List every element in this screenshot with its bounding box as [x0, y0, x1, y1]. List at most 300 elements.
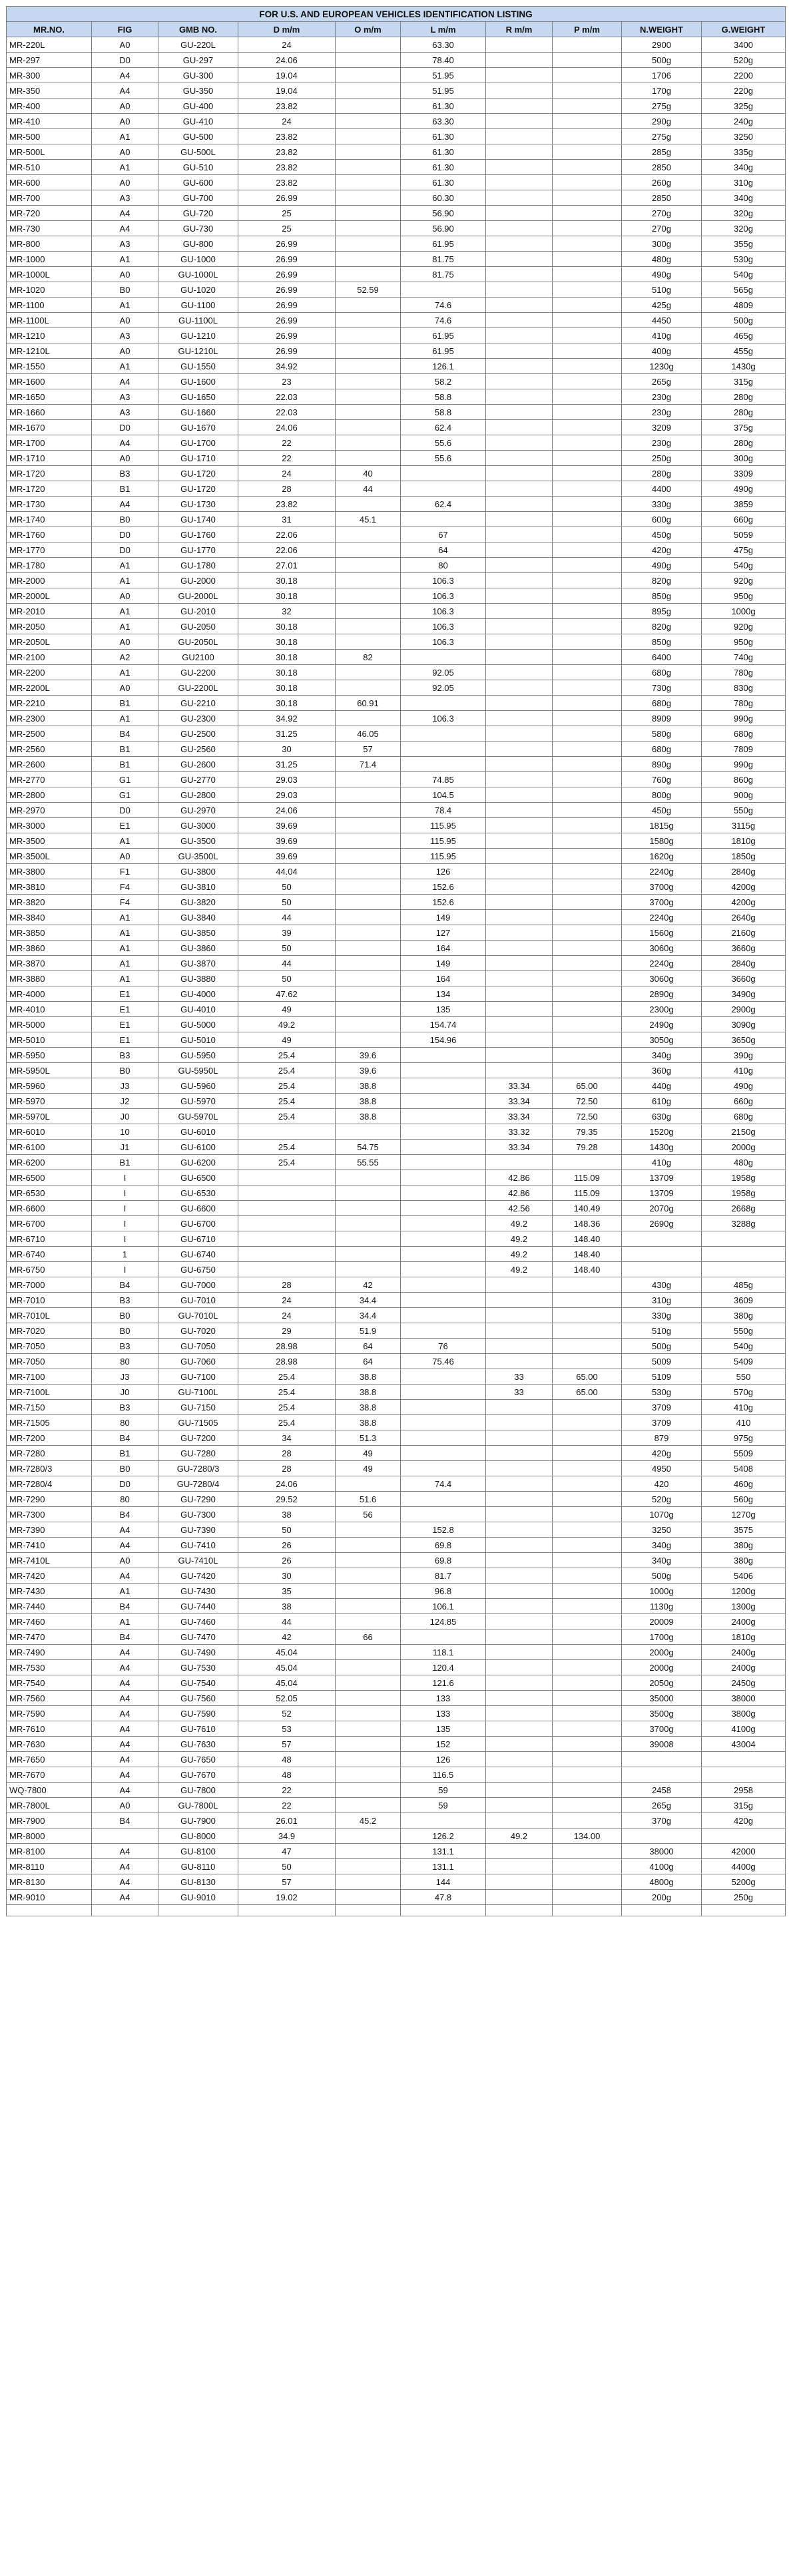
p-cell [553, 956, 622, 971]
gmb-no-cell: GU-3840 [158, 910, 238, 925]
p-cell: 140.49 [553, 1201, 622, 1216]
n-weight-cell: 430g [622, 1277, 702, 1293]
n-weight-cell: 425g [622, 298, 702, 313]
n-weight-cell: 490g [622, 558, 702, 573]
l-cell [401, 1247, 486, 1262]
gmb-no-cell: GU-5970 [158, 1094, 238, 1109]
g-weight-cell: 300g [702, 451, 786, 466]
g-weight-cell: 1000g [702, 604, 786, 619]
o-cell [336, 956, 401, 971]
fig-cell: A1 [92, 619, 158, 634]
n-weight-cell: 450g [622, 803, 702, 818]
fig-cell: E1 [92, 818, 158, 833]
r-cell [486, 696, 553, 711]
p-cell [553, 37, 622, 53]
l-cell: 92.05 [401, 665, 486, 680]
column-header-r: R m/m [486, 22, 553, 37]
d-cell: 34.92 [238, 359, 336, 374]
d-cell: 24 [238, 466, 336, 481]
mr-no-cell: MR-7470 [7, 1629, 92, 1645]
g-weight-cell: 740g [702, 650, 786, 665]
fig-cell: 10 [92, 1124, 158, 1140]
gmb-no-cell: GU-5010 [158, 1032, 238, 1048]
p-cell [553, 144, 622, 160]
fig-cell: A0 [92, 267, 158, 282]
p-cell [553, 680, 622, 696]
o-cell: 39.6 [336, 1063, 401, 1078]
p-cell [553, 849, 622, 864]
n-weight-cell: 1070g [622, 1507, 702, 1522]
o-cell [336, 1216, 401, 1231]
p-cell [553, 1859, 622, 1874]
mr-no-cell: MR-6010 [7, 1124, 92, 1140]
gmb-no-cell: GU-7100L [158, 1385, 238, 1400]
fig-cell: B4 [92, 1507, 158, 1522]
fig-cell: A4 [92, 374, 158, 389]
p-cell [553, 389, 622, 405]
gmb-no-cell: GU-5950 [158, 1048, 238, 1063]
n-weight-cell: 2690g [622, 1216, 702, 1231]
g-weight-cell: 920g [702, 619, 786, 634]
l-cell: 60.30 [401, 190, 486, 206]
n-weight-cell: 1560g [622, 925, 702, 941]
p-cell [553, 206, 622, 221]
r-cell [486, 1890, 553, 1905]
mr-no-cell: MR-2000 [7, 573, 92, 588]
d-cell: 26.99 [238, 282, 336, 298]
table-row [7, 895, 786, 910]
table-row [7, 986, 786, 1002]
n-weight-cell: 4450 [622, 313, 702, 328]
mr-no-cell: MR-1700 [7, 435, 92, 451]
l-cell [401, 726, 486, 742]
o-cell [336, 1538, 401, 1553]
n-weight-cell: 4100g [622, 1859, 702, 1874]
p-cell [553, 1599, 622, 1614]
r-cell [486, 849, 553, 864]
o-cell [336, 1568, 401, 1584]
table-title: FOR U.S. AND EUROPEAN VEHICLES IDENTIFICATION LISTING [7, 7, 786, 22]
l-cell: 164 [401, 941, 486, 956]
d-cell: 28.98 [238, 1354, 336, 1369]
o-cell: 46.05 [336, 726, 401, 742]
r-cell [486, 160, 553, 175]
fig-cell: A0 [92, 313, 158, 328]
d-cell: 31.25 [238, 726, 336, 742]
fig-cell: A1 [92, 833, 158, 849]
table-row [7, 1492, 786, 1507]
gmb-no-cell: GU-7470 [158, 1629, 238, 1645]
g-weight-cell: 565g [702, 282, 786, 298]
gmb-no-cell: GU-6500 [158, 1170, 238, 1185]
mr-no-cell: MR-7000 [7, 1277, 92, 1293]
r-cell [486, 818, 553, 833]
p-cell: 72.50 [553, 1094, 622, 1109]
mr-no-cell: MR-730 [7, 221, 92, 236]
mr-no-cell: MR-7280/4 [7, 1476, 92, 1492]
l-cell: 74.6 [401, 298, 486, 313]
p-cell [553, 527, 622, 542]
p-cell [553, 1446, 622, 1461]
table-row [7, 1522, 786, 1538]
r-cell [486, 1507, 553, 1522]
d-cell: 25.4 [238, 1094, 336, 1109]
p-cell [553, 1721, 622, 1737]
l-cell: 118.1 [401, 1645, 486, 1660]
o-cell [336, 1599, 401, 1614]
d-cell: 26.99 [238, 313, 336, 328]
o-cell: 51.6 [336, 1492, 401, 1507]
mr-no-cell: MR-1600 [7, 374, 92, 389]
column-header-fig: FIG [92, 22, 158, 37]
d-cell [238, 1231, 336, 1247]
n-weight-cell: 820g [622, 573, 702, 588]
n-weight-cell: 2240g [622, 956, 702, 971]
g-weight-cell: 320g [702, 221, 786, 236]
mr-no-cell: MR-2100 [7, 650, 92, 665]
d-cell: 22 [238, 1783, 336, 1798]
gmb-no-cell: GU-6100 [158, 1140, 238, 1155]
gmb-no-cell: GU2100 [158, 650, 238, 665]
o-cell [336, 1017, 401, 1032]
gmb-no-cell: GU-510 [158, 160, 238, 175]
o-cell [336, 53, 401, 68]
r-cell [486, 1691, 553, 1706]
l-cell: 58.8 [401, 389, 486, 405]
l-cell: 92.05 [401, 680, 486, 696]
mr-no-cell: MR-7800L [7, 1798, 92, 1813]
column-header-mr-no: MR.NO. [7, 22, 92, 37]
p-cell [553, 619, 622, 634]
o-cell [336, 558, 401, 573]
n-weight-cell [622, 1262, 702, 1277]
o-cell [336, 206, 401, 221]
g-weight-cell: 280g [702, 389, 786, 405]
g-weight-cell: 2400g [702, 1660, 786, 1675]
l-cell [401, 481, 486, 497]
fig-cell: B0 [92, 1063, 158, 1078]
o-cell [336, 879, 401, 895]
n-weight-cell: 5009 [622, 1354, 702, 1369]
mr-no-cell: MR-1720 [7, 466, 92, 481]
mr-no-cell: MR-5960 [7, 1078, 92, 1094]
g-weight-cell: 480g [702, 1155, 786, 1170]
fig-cell: A0 [92, 588, 158, 604]
d-cell: 31 [238, 512, 336, 527]
empty-cell [553, 1905, 622, 1916]
d-cell: 52.05 [238, 1691, 336, 1706]
gmb-no-cell: GU-7010 [158, 1293, 238, 1308]
gmb-no-cell: GU-300 [158, 68, 238, 83]
r-cell: 42.86 [486, 1170, 553, 1185]
r-cell [486, 420, 553, 435]
table-header [7, 7, 786, 37]
n-weight-cell: 1620g [622, 849, 702, 864]
g-weight-cell: 340g [702, 190, 786, 206]
fig-cell: B3 [92, 466, 158, 481]
d-cell: 29.52 [238, 1492, 336, 1507]
d-cell: 49.2 [238, 1017, 336, 1032]
l-cell: 154.74 [401, 1017, 486, 1032]
mr-no-cell: MR-1210 [7, 328, 92, 343]
l-cell: 131.1 [401, 1859, 486, 1874]
p-cell [553, 481, 622, 497]
r-cell [486, 1308, 553, 1323]
l-cell [401, 1400, 486, 1415]
g-weight-cell: 920g [702, 573, 786, 588]
d-cell: 28 [238, 1277, 336, 1293]
d-cell: 49 [238, 1002, 336, 1017]
r-cell [486, 1645, 553, 1660]
o-cell [336, 1262, 401, 1277]
gmb-no-cell: GU-2050 [158, 619, 238, 634]
column-header-d: D m/m [238, 22, 336, 37]
l-cell: 106.3 [401, 711, 486, 726]
fig-cell: I [92, 1262, 158, 1277]
p-cell [553, 1584, 622, 1599]
g-weight-cell: 2400g [702, 1645, 786, 1660]
d-cell: 26 [238, 1538, 336, 1553]
mr-no-cell: MR-7100L [7, 1385, 92, 1400]
o-cell [336, 1584, 401, 1599]
gmb-no-cell: GU-700 [158, 190, 238, 206]
mr-no-cell: MR-2010 [7, 604, 92, 619]
l-cell: 154.96 [401, 1032, 486, 1048]
table-row [7, 1032, 786, 1048]
p-cell [553, 833, 622, 849]
n-weight-cell: 450g [622, 527, 702, 542]
r-cell [486, 895, 553, 910]
mr-no-cell: MR-2200 [7, 665, 92, 680]
d-cell: 48 [238, 1752, 336, 1767]
mr-no-cell: MR-1550 [7, 359, 92, 374]
r-cell [486, 1614, 553, 1629]
fig-cell: A4 [92, 497, 158, 512]
table-row [7, 190, 786, 206]
n-weight-cell: 360g [622, 1063, 702, 1078]
o-cell [336, 1828, 401, 1844]
o-cell: 40 [336, 466, 401, 481]
gmb-no-cell: GU-5950L [158, 1063, 238, 1078]
p-cell [553, 1415, 622, 1430]
mr-no-cell: MR-7490 [7, 1645, 92, 1660]
n-weight-cell: 265g [622, 374, 702, 389]
empty-cell [401, 1905, 486, 1916]
g-weight-cell: 1958g [702, 1170, 786, 1185]
p-cell [553, 696, 622, 711]
gmb-no-cell: GU-7490 [158, 1645, 238, 1660]
o-cell [336, 1752, 401, 1767]
table-row [7, 83, 786, 99]
d-cell: 38 [238, 1599, 336, 1614]
table-row [7, 206, 786, 221]
r-cell [486, 1813, 553, 1828]
d-cell: 44.04 [238, 864, 336, 879]
n-weight-cell: 520g [622, 1492, 702, 1507]
o-cell [336, 849, 401, 864]
table-row [7, 1446, 786, 1461]
l-cell [401, 650, 486, 665]
gmb-no-cell: GU-2200 [158, 665, 238, 680]
n-weight-cell: 20009 [622, 1614, 702, 1629]
p-cell [553, 1461, 622, 1476]
o-cell [336, 864, 401, 879]
mr-no-cell: MR-2050L [7, 634, 92, 650]
n-weight-cell: 510g [622, 1323, 702, 1339]
o-cell: 42 [336, 1277, 401, 1293]
g-weight-cell: 2640g [702, 910, 786, 925]
column-header-o: O m/m [336, 22, 401, 37]
p-cell [553, 1155, 622, 1170]
r-cell [486, 175, 553, 190]
p-cell [553, 83, 622, 99]
n-weight-cell: 2900 [622, 37, 702, 53]
gmb-no-cell: GU-7630 [158, 1737, 238, 1752]
g-weight-cell: 680g [702, 726, 786, 742]
mr-no-cell: MR-5970 [7, 1094, 92, 1109]
mr-no-cell: MR-7410L [7, 1553, 92, 1568]
p-cell [553, 726, 622, 742]
title-row [7, 7, 786, 22]
p-cell [553, 1798, 622, 1813]
mr-no-cell: MR-500 [7, 129, 92, 144]
d-cell: 25 [238, 221, 336, 236]
d-cell: 30.18 [238, 665, 336, 680]
o-cell: 38.8 [336, 1094, 401, 1109]
n-weight-cell: 330g [622, 1308, 702, 1323]
l-cell [401, 1308, 486, 1323]
l-cell: 133 [401, 1706, 486, 1721]
d-cell [238, 1124, 336, 1140]
g-weight-cell: 1850g [702, 849, 786, 864]
mr-no-cell: MR-3850 [7, 925, 92, 941]
n-weight-cell: 2240g [622, 864, 702, 879]
table-row [7, 925, 786, 941]
n-weight-cell: 8909 [622, 711, 702, 726]
r-cell [486, 941, 553, 956]
n-weight-cell: 510g [622, 282, 702, 298]
p-cell [553, 68, 622, 83]
d-cell: 25.4 [238, 1400, 336, 1415]
o-cell: 49 [336, 1446, 401, 1461]
table-row [7, 588, 786, 604]
fig-cell: D0 [92, 1476, 158, 1492]
g-weight-cell: 1810g [702, 833, 786, 849]
d-cell: 28 [238, 1461, 336, 1476]
r-cell: 33.32 [486, 1124, 553, 1140]
table-row [7, 389, 786, 405]
gmb-no-cell: GU-1660 [158, 405, 238, 420]
table-row [7, 1737, 786, 1752]
d-cell: 28 [238, 481, 336, 497]
gmb-no-cell: GU-2000 [158, 573, 238, 588]
n-weight-cell: 250g [622, 451, 702, 466]
gmb-no-cell: GU-1670 [158, 420, 238, 435]
p-cell [553, 558, 622, 573]
n-weight-cell: 3700g [622, 1721, 702, 1737]
table-row [7, 864, 786, 879]
mr-no-cell: MR-71505 [7, 1415, 92, 1430]
gmb-no-cell: GU-2800 [158, 787, 238, 803]
mr-no-cell: MR-3880 [7, 971, 92, 986]
n-weight-cell: 410g [622, 1155, 702, 1170]
d-cell: 31.25 [238, 757, 336, 772]
gmb-no-cell: GU-8130 [158, 1874, 238, 1890]
n-weight-cell: 290g [622, 114, 702, 129]
gmb-no-cell: GU-2970 [158, 803, 238, 818]
o-cell [336, 1247, 401, 1262]
n-weight-cell: 275g [622, 129, 702, 144]
gmb-no-cell: GU-3800 [158, 864, 238, 879]
o-cell [336, 1859, 401, 1874]
fig-cell: A1 [92, 956, 158, 971]
g-weight-cell: 410g [702, 1063, 786, 1078]
l-cell: 81.75 [401, 252, 486, 267]
r-cell [486, 1660, 553, 1675]
n-weight-cell: 5109 [622, 1369, 702, 1385]
fig-cell: 1 [92, 1247, 158, 1262]
r-cell [486, 298, 553, 313]
mr-no-cell: MR-7530 [7, 1660, 92, 1675]
g-weight-cell [702, 1752, 786, 1767]
n-weight-cell: 275g [622, 99, 702, 114]
gmb-no-cell: GU-1550 [158, 359, 238, 374]
l-cell [401, 1155, 486, 1170]
o-cell [336, 1201, 401, 1216]
l-cell: 106.3 [401, 604, 486, 619]
d-cell: 39 [238, 925, 336, 941]
n-weight-cell: 230g [622, 405, 702, 420]
gmb-no-cell: GU-1730 [158, 497, 238, 512]
mr-no-cell: MR-6600 [7, 1201, 92, 1216]
g-weight-cell: 3609 [702, 1293, 786, 1308]
p-cell [553, 588, 622, 604]
d-cell: 23.82 [238, 160, 336, 175]
gmb-no-cell: GU-7540 [158, 1675, 238, 1691]
r-cell [486, 588, 553, 604]
empty-cell [702, 1905, 786, 1916]
table-row [7, 879, 786, 895]
o-cell [336, 129, 401, 144]
o-cell [336, 175, 401, 190]
r-cell [486, 1599, 553, 1614]
table-row [7, 742, 786, 757]
l-cell: 61.30 [401, 160, 486, 175]
g-weight-cell: 950g [702, 634, 786, 650]
p-cell [553, 711, 622, 726]
gmb-no-cell: GU-6200 [158, 1155, 238, 1170]
d-cell: 19.02 [238, 1890, 336, 1905]
d-cell: 24 [238, 37, 336, 53]
g-weight-cell: 410g [702, 1400, 786, 1415]
n-weight-cell: 2300g [622, 1002, 702, 1017]
g-weight-cell: 2400g [702, 1614, 786, 1629]
p-cell [553, 1553, 622, 1568]
n-weight-cell: 760g [622, 772, 702, 787]
d-cell: 22.03 [238, 389, 336, 405]
l-cell: 58.2 [401, 374, 486, 389]
table-row [7, 1262, 786, 1277]
g-weight-cell: 380g [702, 1308, 786, 1323]
g-weight-cell: 380g [702, 1538, 786, 1553]
g-weight-cell: 860g [702, 772, 786, 787]
fig-cell: E1 [92, 986, 158, 1002]
n-weight-cell: 2458 [622, 1783, 702, 1798]
n-weight-cell: 200g [622, 1890, 702, 1905]
n-weight-cell: 340g [622, 1048, 702, 1063]
d-cell: 50 [238, 1859, 336, 1874]
p-cell [553, 1629, 622, 1645]
